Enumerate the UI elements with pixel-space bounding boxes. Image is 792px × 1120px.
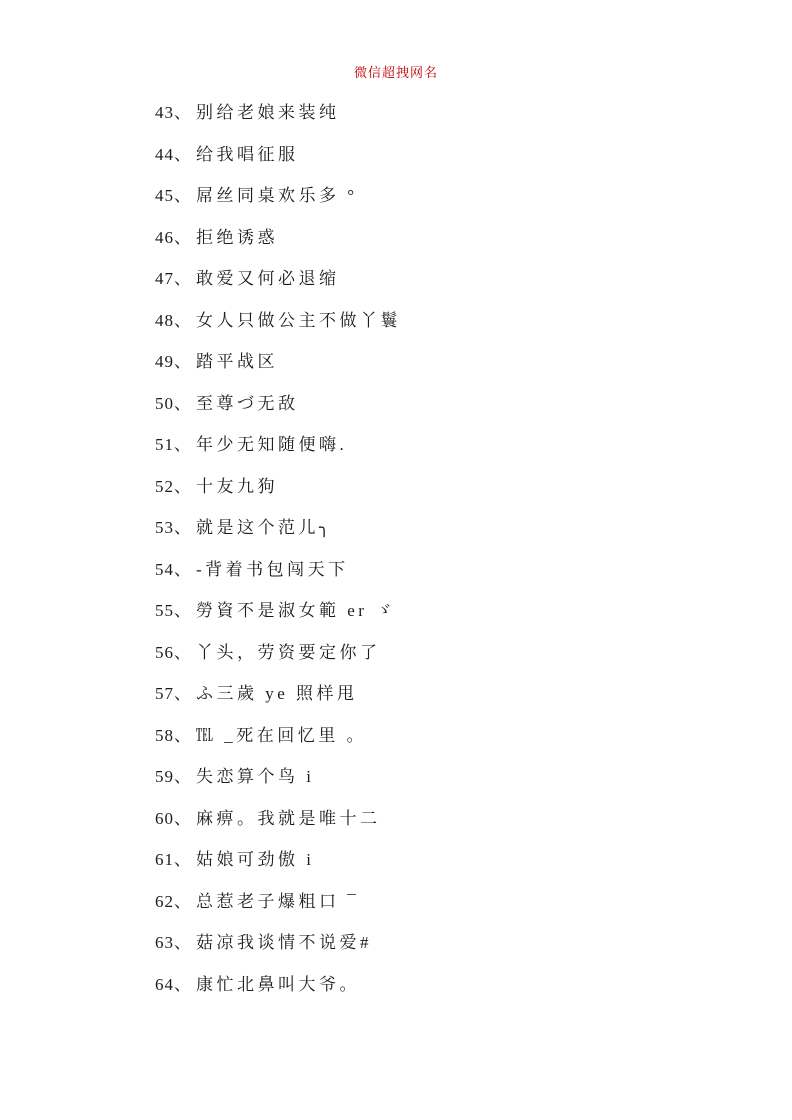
item-number: 46、 [155, 227, 192, 247]
item-number: 44、 [155, 144, 192, 164]
item-number: 60、 [155, 808, 192, 828]
list-item [155, 727, 732, 745]
list-item [155, 602, 732, 620]
list-item [155, 395, 732, 413]
item-number: 53、 [155, 518, 192, 537]
item-text: 踏平战区 [196, 352, 278, 371]
item-text: -背着书包闯天下 [196, 559, 349, 579]
item-text: 姑娘可劲傲 i [196, 850, 315, 869]
list-item [155, 146, 732, 164]
list-item [155, 187, 732, 205]
item-text: 麻痹。我就是唯十二 [196, 808, 381, 828]
item-number: 52、 [155, 476, 192, 496]
list-item [155, 768, 732, 786]
item-text: 丫头，劳资要定你了 [196, 642, 381, 662]
item-number: 47、 [155, 269, 192, 288]
item-text: 给我唱征服 [196, 144, 299, 164]
item-number: 49、 [155, 352, 192, 371]
list-item [155, 644, 732, 662]
list-item [155, 685, 732, 703]
item-number: 45、 [155, 186, 192, 205]
item-text: 勞資不是淑女範 er ゞ [196, 601, 396, 620]
item-text: 失恋算个鸟 i [196, 767, 315, 786]
item-number: 54、 [155, 559, 192, 579]
item-text: ふ三歲 ye 照样甩 [196, 684, 358, 703]
list-item [155, 478, 732, 496]
item-text: 十友九狗 [196, 476, 278, 496]
item-text: 敢爱又何必退缩 [196, 269, 340, 288]
item-number: 48、 [155, 310, 192, 330]
item-text: 女人只做公主不做丫鬟 [196, 310, 401, 330]
item-number: 50、 [155, 393, 192, 413]
item-text: 就是这个范儿╮ [196, 518, 333, 537]
nickname-list [155, 104, 732, 1017]
list-item [155, 893, 732, 911]
item-number: 61、 [155, 850, 192, 869]
list-item [155, 312, 732, 330]
item-text: 拒绝诱惑 [196, 227, 278, 247]
list-item [155, 104, 732, 122]
item-text: ℡ _死在回忆里 。 [196, 725, 367, 745]
list-item [155, 229, 732, 247]
list-item [155, 934, 732, 952]
list-item [155, 561, 732, 579]
item-number: 55、 [155, 601, 192, 620]
item-text: 屌丝同桌欢乐多 ° [196, 186, 358, 205]
item-number: 43、 [155, 103, 192, 122]
item-number: 63、 [155, 933, 192, 952]
page-title: 微信超拽网名 [353, 65, 438, 80]
list-item [155, 270, 732, 288]
item-number: 56、 [155, 642, 192, 662]
item-text: 至尊づ无敌 [196, 393, 299, 413]
item-text: 总惹老子爆粗口 ¯ [196, 891, 360, 911]
item-number: 51、 [155, 435, 192, 454]
list-item [155, 353, 732, 371]
item-number: 64、 [155, 974, 192, 994]
item-number: 59、 [155, 767, 192, 786]
item-text: 康忙北鼻叫大爷。 [196, 974, 360, 994]
item-number: 58、 [155, 725, 192, 745]
item-number: 62、 [155, 891, 192, 911]
list-item [155, 810, 732, 828]
item-number: 57、 [155, 684, 192, 703]
item-text: 菇凉我谈情不说爱# [196, 933, 372, 952]
item-text: 年少无知随便嗨. [196, 435, 348, 454]
item-text: 别给老娘来装纯 [196, 103, 340, 122]
list-item [155, 976, 732, 994]
list-item [155, 436, 732, 454]
list-item [155, 851, 732, 869]
list-item [155, 519, 732, 537]
